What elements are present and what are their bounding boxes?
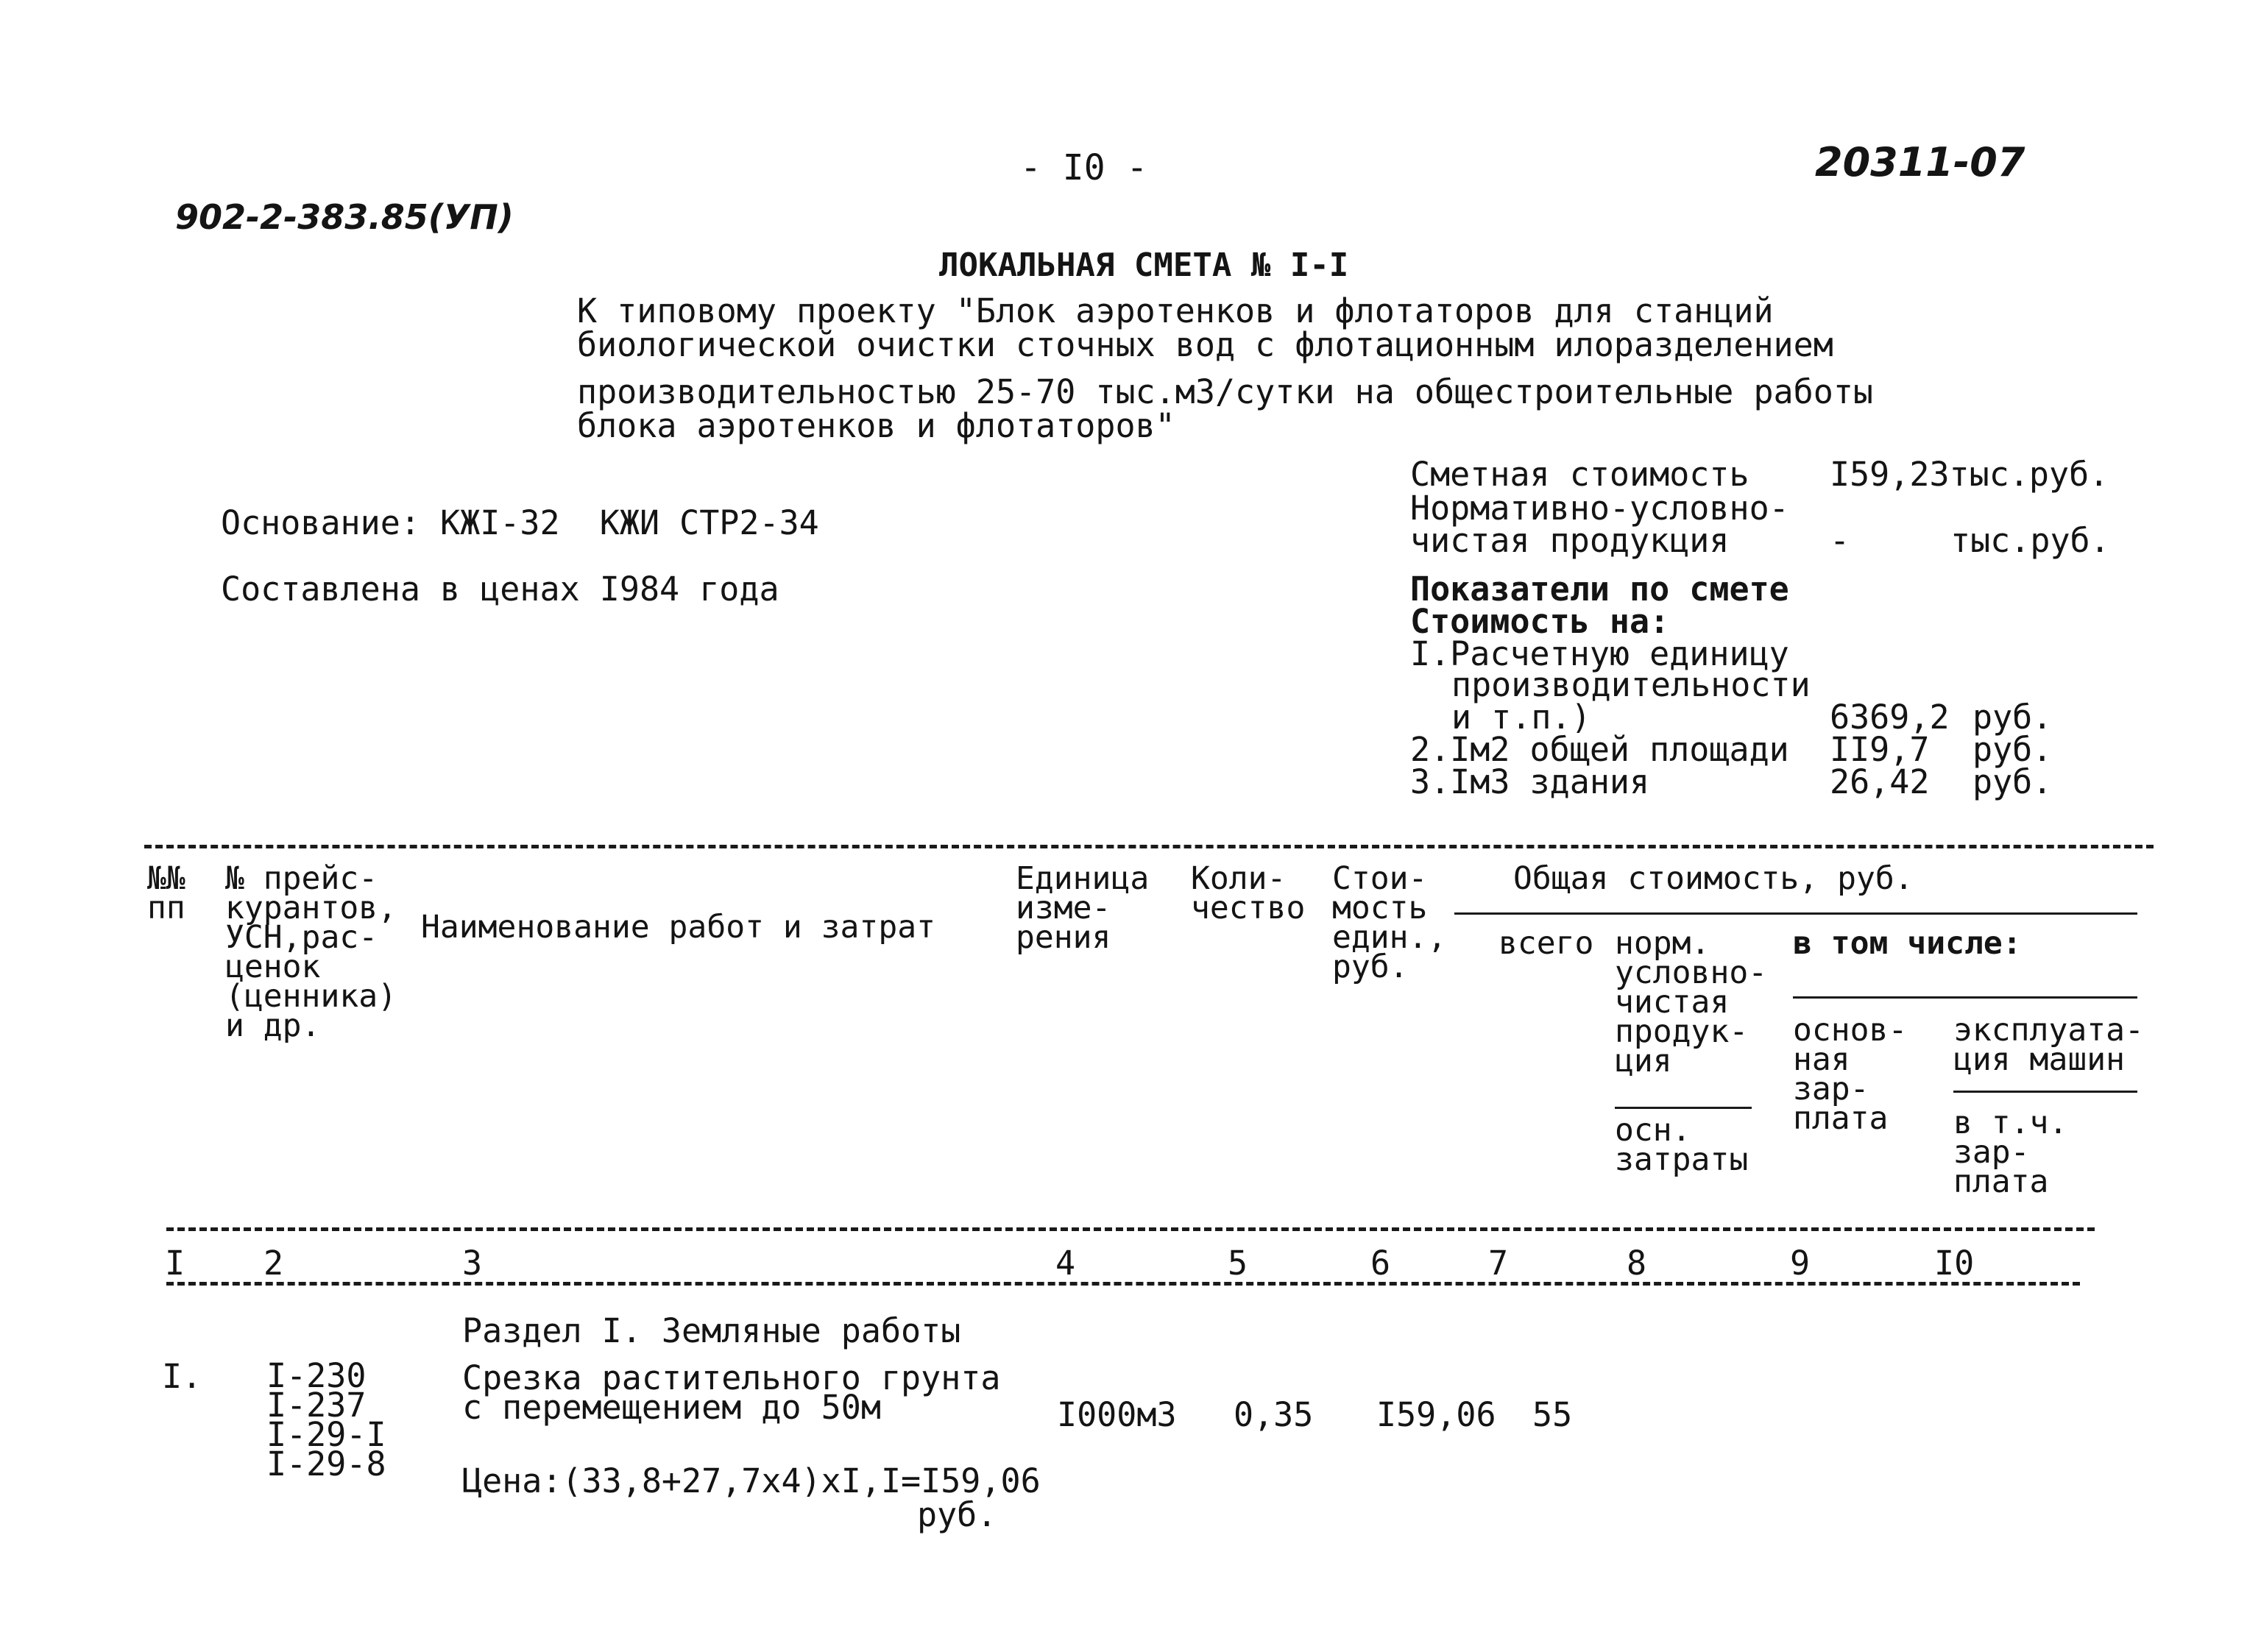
table-top-border: [144, 845, 2154, 848]
estimated-cost-value: I59,23тыс.руб.: [1830, 455, 2109, 494]
header-total: всего: [1499, 925, 1594, 962]
header-base-costs: осн. затраты: [1615, 1112, 1749, 1178]
row-number: I.: [162, 1357, 202, 1396]
indicators-title: Показатели по смете: [1410, 570, 1789, 609]
column-number: I: [165, 1244, 185, 1283]
header-including-rule: [1793, 996, 2137, 999]
header-bottom-border: [166, 1227, 2095, 1231]
row-price-calculation: Цена:(33,8+27,7x4)xI,I=I59,06: [462, 1461, 1041, 1500]
indicator-1-value: 6369,2: [1830, 698, 1950, 737]
net-product-unit: тыс.руб.: [1950, 521, 2110, 560]
header-net-product-rule: [1615, 1107, 1752, 1109]
column-number: I0: [1934, 1244, 1975, 1283]
cost-for-label: Стоимость на:: [1410, 602, 1670, 641]
indicator-1-label: I.Расчетную единицу: [1410, 634, 1789, 673]
basis-text: Основание: КЖI-32 КЖИ СТР2-34: [221, 503, 819, 542]
header-including-group: в том числе:: [1793, 925, 2022, 962]
column-number: 5: [1228, 1244, 1248, 1283]
header-quantity: Коли- чество: [1191, 860, 1306, 926]
indicator-3-unit: руб.: [1972, 762, 2053, 801]
header-price-reference: № прейс- курантов, УСН,рас- ценок (ценника) и др.: [225, 860, 397, 1044]
page-number: - I0 -: [1020, 147, 1148, 188]
column-number: 4: [1055, 1244, 1076, 1283]
header-machine-salary: в т.ч. зар- плата: [1953, 1105, 2068, 1200]
price-level-text: Составлена в ценах I984 года: [221, 570, 779, 609]
column-number: 3: [462, 1244, 483, 1283]
row-price-codes: I-230 I-237 I-29-I I-29-8: [266, 1356, 386, 1483]
indicator-2-value: II9,7: [1830, 730, 1930, 769]
indicator-1-unit: руб.: [1972, 698, 2053, 737]
subtitle-line: производительностью 25-70 тыс.м3/сутки на общестроительные работы: [577, 372, 1873, 411]
row-price-unit: руб.: [917, 1495, 997, 1534]
header-item-number: №№ пп: [147, 860, 185, 926]
header-total-cost-group: Общая стоимость, руб.: [1513, 860, 1914, 897]
indicator-1-label: и т.п.): [1451, 698, 1591, 737]
row-total: 55: [1532, 1395, 1573, 1434]
indicator-2-unit: руб.: [1972, 730, 2053, 769]
column-number: 2: [263, 1244, 284, 1283]
column-number: 8: [1627, 1244, 1647, 1283]
header-work-name: Наименование работ и затрат: [421, 909, 935, 946]
column-number: 7: [1488, 1244, 1509, 1283]
header-machine-rule: [1953, 1091, 2137, 1093]
row-work-name: Срезка растительного грунта: [462, 1358, 1001, 1397]
estimated-cost-label: Сметная стоимость: [1410, 455, 1749, 494]
indicator-3-value: 26,42: [1830, 762, 1930, 801]
column-number-underline: [166, 1282, 2080, 1286]
header-unit-cost: Стои- мость един., руб.: [1332, 860, 1447, 985]
header-net-product: норм. условно- чистая продук- ция: [1615, 925, 1768, 1080]
header-machine-operation: эксплуата- ция машин: [1953, 1012, 2144, 1078]
net-product-value: -: [1830, 521, 1850, 560]
estimate-title: ЛОКАЛЬНАЯ СМЕТА № I-I: [939, 247, 1349, 284]
row-work-name: с перемещением до 50м: [462, 1388, 881, 1427]
indicator-2-label: 2.Iм2 общей площади: [1410, 730, 1789, 769]
subtitle-line: К типовому проекту "Блок аэротенков и флотаторов для станций: [577, 291, 1774, 330]
subtitle-line: биологической очистки сточных вод с флотационным илоразделением: [577, 325, 1833, 364]
net-product-label: Нормативно-условно-: [1410, 489, 1789, 528]
net-product-label: чистая продукция: [1410, 521, 1730, 560]
row-unit: I000м3: [1057, 1395, 1177, 1434]
indicator-1-label: производительности: [1451, 665, 1811, 704]
indicator-3-label: 3.Iм3 здания: [1410, 762, 1650, 801]
column-number: 9: [1790, 1244, 1811, 1283]
section-title: Раздел I. Земляные работы: [462, 1311, 961, 1350]
column-number: 6: [1370, 1244, 1391, 1283]
header-group-rule: [1454, 912, 2137, 915]
subtitle-line: блока аэротенков и флотаторов": [577, 406, 1175, 445]
row-quantity: 0,35: [1234, 1395, 1314, 1434]
document-stamp-number: 20311-07: [1815, 139, 2025, 185]
row-unit-cost: I59,06: [1376, 1395, 1496, 1434]
header-base-salary: основ- ная зар- плата: [1793, 1012, 1908, 1137]
project-code: 902-2-383.85(УП): [175, 197, 514, 237]
header-unit: Единица изме- рения: [1016, 860, 1150, 956]
